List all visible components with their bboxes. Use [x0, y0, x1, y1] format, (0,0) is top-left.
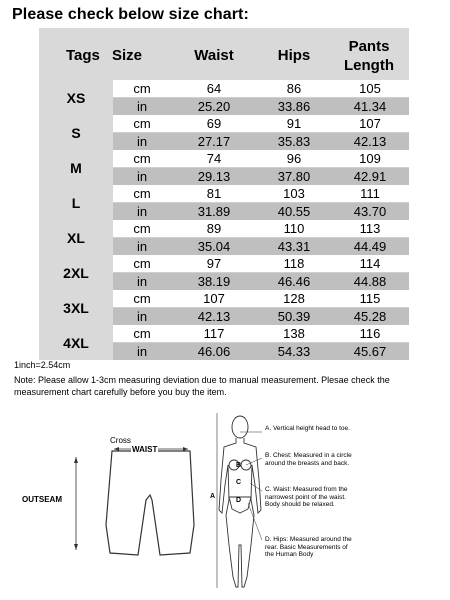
unit-cell: in	[136, 168, 148, 184]
length-cell: 42.91	[353, 168, 387, 184]
length-cell: 111	[360, 185, 380, 201]
body-letter-b: B	[236, 462, 242, 469]
table-row-cm	[113, 150, 409, 168]
measure-c-text: C. Waist: Measured from the narrowest point of the waist. Body should be relaxed.	[265, 486, 348, 508]
waist-cell: 69	[206, 115, 222, 131]
size-tag: M	[39, 150, 113, 185]
length-cell: 45.28	[353, 308, 387, 324]
table-row-cm	[113, 115, 409, 133]
waist-cell: 31.89	[197, 203, 231, 219]
table-row-in	[113, 273, 409, 291]
shorts-outline-icon	[106, 451, 194, 555]
size-group-s	[39, 115, 409, 150]
shorts-cross-label: Cross	[110, 436, 131, 445]
size-tag: 2XL	[39, 255, 113, 290]
waist-cell: 46.06	[197, 343, 231, 359]
length-cell: 41.34	[353, 98, 387, 114]
unit-cell: in	[136, 308, 148, 324]
waist-cell: 117	[203, 325, 225, 341]
unit-cell: in	[136, 343, 148, 359]
header-waist: Waist	[194, 47, 234, 64]
unit-cell: cm	[133, 220, 151, 236]
length-cell: 44.49	[353, 238, 387, 254]
length-cell: 107	[359, 115, 381, 131]
length-cell: 115	[359, 290, 381, 306]
size-tag: S	[39, 115, 113, 150]
unit-cell: in	[136, 98, 148, 114]
page-title: Please check below size chart:	[12, 6, 249, 23]
size-group-4xl	[39, 325, 409, 360]
header-hips: Hips	[277, 47, 311, 64]
hips-cell: 110	[283, 220, 305, 236]
unit-cell: cm	[133, 290, 151, 306]
unit-cell: in	[136, 238, 148, 254]
size-tag: 4XL	[39, 325, 113, 360]
header-pants-length-line1: Pants	[348, 38, 390, 55]
table-header	[39, 28, 409, 80]
table-row-in	[113, 98, 409, 116]
size-group-l	[39, 185, 409, 220]
length-cell: 105	[359, 80, 381, 96]
hips-cell: 86	[286, 80, 302, 96]
hips-cell: 33.86	[277, 98, 311, 114]
unit-cell: cm	[133, 185, 151, 201]
header-pants-length-line2: Length	[344, 57, 394, 74]
hips-cell: 50.39	[277, 308, 311, 324]
body-letter-c: C	[236, 479, 242, 486]
length-cell: 116	[359, 325, 381, 341]
hips-cell: 37.80	[277, 168, 311, 184]
hips-cell: 46.46	[277, 273, 311, 289]
size-tag: XL	[39, 220, 113, 255]
length-cell: 114	[359, 255, 381, 271]
hips-cell: 118	[283, 255, 305, 271]
header-pants-length	[334, 37, 404, 75]
measure-d-text: D. Hips: Measured around the rear. Basic Measurements of the Human Body	[265, 536, 352, 558]
header-size: Size	[112, 47, 143, 64]
length-cell: 113	[359, 220, 381, 236]
unit-cell: cm	[133, 115, 151, 131]
unit-cell: cm	[133, 80, 151, 96]
shorts-outseam-label: OUTSEAM	[22, 495, 62, 504]
waist-cell: 89	[206, 220, 222, 236]
table-row-cm	[113, 185, 409, 203]
table-row-in	[113, 308, 409, 326]
size-group-m	[39, 150, 409, 185]
length-cell: 42.13	[353, 133, 387, 149]
waist-cell: 25.20	[197, 98, 231, 114]
measurement-note: Note: Please allow 1-3cm measuring deviation due to manual measurement. Plesae check the measurement chart carefully before you buy the item.	[14, 375, 390, 397]
size-tag: XS	[39, 80, 113, 115]
table-row-cm	[113, 290, 409, 308]
body-letter-a: A	[210, 493, 216, 500]
hips-cell: 40.55	[277, 203, 311, 219]
unit-cell: in	[136, 273, 148, 289]
table-row-cm	[113, 325, 409, 343]
size-tag: 3XL	[39, 290, 113, 325]
size-tag: L	[39, 185, 113, 220]
size-chart-table	[39, 28, 409, 360]
measure-a-text: A. Vertical height head to toe.	[265, 425, 350, 432]
unit-cell: in	[136, 133, 148, 149]
measure-b-text: B. Chest: Measured in a circle around the breasts and back.	[265, 452, 352, 467]
waist-cell: 64	[206, 80, 222, 96]
hips-cell: 96	[286, 150, 302, 166]
waist-cell: 29.13	[197, 168, 231, 184]
waist-cell: 97	[206, 255, 222, 271]
waist-cell: 38.19	[197, 273, 231, 289]
unit-cell: cm	[133, 150, 151, 166]
header-tags: Tags	[66, 47, 100, 64]
size-group-3xl	[39, 290, 409, 325]
hips-cell: 128	[283, 290, 305, 306]
table-row-in	[113, 133, 409, 151]
length-cell: 44.88	[353, 273, 387, 289]
hips-cell: 138	[283, 325, 305, 341]
hips-cell: 35.83	[277, 133, 311, 149]
waist-cell: 107	[203, 290, 225, 306]
waist-cell: 81	[206, 185, 222, 201]
table-row-in	[113, 343, 409, 361]
length-cell: 109	[359, 150, 381, 166]
hips-cell: 43.31	[277, 238, 311, 254]
waist-cell: 27.17	[197, 133, 231, 149]
unit-cell: in	[136, 203, 148, 219]
body-letter-d: D	[236, 497, 242, 504]
table-row-in	[113, 203, 409, 221]
table-row-in	[113, 168, 409, 186]
length-cell: 43.70	[353, 203, 387, 219]
shorts-waist-label: WAIST	[132, 445, 158, 454]
table-row-cm	[113, 80, 409, 98]
waist-cell: 35.04	[197, 238, 231, 254]
size-group-2xl	[39, 255, 409, 290]
hips-cell: 54.33	[277, 343, 311, 359]
diagram-drawing	[0, 405, 450, 600]
table-row-cm	[113, 220, 409, 238]
measurement-diagram	[0, 405, 450, 600]
hips-cell: 91	[286, 115, 302, 131]
waist-cell: 74	[206, 150, 222, 166]
hips-cell: 103	[283, 185, 305, 201]
size-group-xl	[39, 220, 409, 255]
table-row-cm	[113, 255, 409, 273]
unit-cell: cm	[133, 325, 151, 341]
unit-cell: cm	[133, 255, 151, 271]
table-row-in	[113, 238, 409, 256]
length-cell: 45.67	[353, 343, 387, 359]
inch-conversion-note: 1inch=2.54cm	[14, 360, 71, 370]
size-group-xs	[39, 80, 409, 115]
waist-cell: 42.13	[197, 308, 231, 324]
